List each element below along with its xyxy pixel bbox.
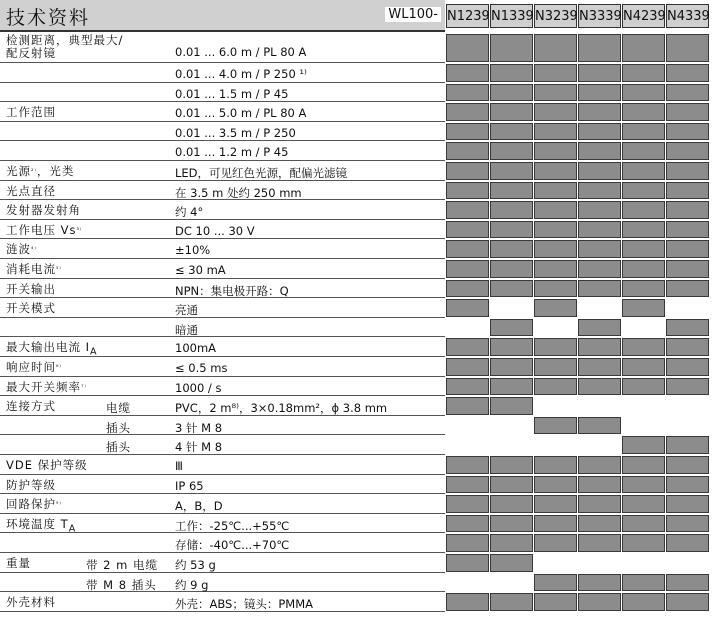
availability-cell bbox=[534, 476, 577, 494]
availability-cell bbox=[666, 34, 709, 62]
spec-value: ±10% bbox=[175, 243, 211, 258]
availability-cell bbox=[666, 338, 709, 356]
availability-cell bbox=[490, 34, 533, 62]
spec-value: 0.01 ... 1.5 m / P 45 bbox=[175, 86, 289, 101]
spec-value: 0.01 ... 5.0 m / PL 80 A bbox=[175, 106, 307, 121]
spec-sublabel: 带 2 m 电缆 bbox=[86, 558, 158, 572]
availability-cell bbox=[534, 495, 577, 513]
availability-cell bbox=[446, 182, 489, 200]
availability-cell bbox=[622, 378, 665, 396]
spec-label: 发射器发射角 bbox=[6, 203, 81, 218]
availability-cell bbox=[666, 221, 709, 239]
availability-cell bbox=[534, 554, 577, 572]
availability-cell bbox=[622, 319, 665, 337]
availability-cell bbox=[534, 103, 577, 121]
availability-cell bbox=[446, 260, 489, 278]
spec-value: 约 4° bbox=[175, 205, 204, 220]
availability-cell bbox=[622, 299, 665, 317]
availability-cell bbox=[534, 397, 577, 415]
availability-cell bbox=[446, 201, 489, 219]
availability-cell bbox=[622, 34, 665, 62]
column-header-n3239: N3239 bbox=[534, 4, 577, 28]
spec-label: 最大输出电流 $I_A$ bbox=[6, 340, 98, 358]
spec-label: 最大开关频率$^{^{7)}}$ bbox=[6, 379, 87, 394]
spec-value: NPN：集电极开路：Q bbox=[175, 283, 289, 298]
availability-cell bbox=[446, 142, 489, 160]
availability-cell bbox=[622, 64, 665, 82]
spec-label: 重量 bbox=[6, 556, 31, 570]
spec-label: 光源$^{^{2)}}$，光类 bbox=[6, 164, 75, 178]
availability-cell bbox=[622, 338, 665, 356]
availability-cell bbox=[622, 456, 665, 474]
availability-cell bbox=[490, 260, 533, 278]
availability-cell bbox=[622, 142, 665, 160]
spec-value: 1000 / s bbox=[175, 380, 222, 395]
spec-label: 环境温度 $T_A$ bbox=[6, 516, 77, 535]
availability-cell bbox=[534, 123, 577, 141]
availability-cell bbox=[490, 103, 533, 121]
spec-label: 响应时间$^{^{6)}}$ bbox=[6, 360, 62, 374]
availability-cell bbox=[490, 123, 533, 141]
spec-row bbox=[0, 279, 445, 299]
spec-value: 工作：-25℃...+55℃ bbox=[175, 518, 290, 533]
availability-cell bbox=[578, 554, 621, 572]
spec-label: 工作范围 bbox=[6, 105, 56, 120]
availability-cell bbox=[490, 280, 533, 298]
availability-cell bbox=[622, 84, 665, 102]
availability-cell bbox=[622, 515, 665, 533]
availability-cell bbox=[490, 319, 533, 337]
spec-row bbox=[0, 318, 445, 338]
availability-cell bbox=[666, 299, 709, 317]
availability-cell bbox=[446, 417, 489, 435]
spec-row bbox=[0, 181, 445, 201]
availability-cell bbox=[578, 534, 621, 552]
spec-row bbox=[0, 298, 445, 318]
availability-cell bbox=[666, 123, 709, 141]
spec-label: 检测距离，典型最大/配反射镜 bbox=[6, 33, 124, 60]
availability-cell bbox=[578, 280, 621, 298]
spec-label: 连接方式 bbox=[6, 399, 56, 414]
availability-cell bbox=[578, 456, 621, 474]
availability-cell bbox=[622, 534, 665, 552]
spec-value: 4 针 M 8 bbox=[175, 440, 223, 455]
availability-cell bbox=[666, 182, 709, 200]
availability-cell bbox=[578, 182, 621, 200]
spec-label: 光点直径 bbox=[6, 183, 56, 198]
availability-cell bbox=[622, 103, 665, 121]
availability-cell bbox=[490, 64, 533, 82]
spec-row bbox=[0, 455, 445, 475]
availability-cell bbox=[446, 574, 489, 592]
availability-cell bbox=[666, 574, 709, 592]
availability-cell bbox=[666, 554, 709, 572]
availability-cell bbox=[534, 574, 577, 592]
availability-cell bbox=[534, 436, 577, 454]
availability-cell bbox=[666, 319, 709, 337]
availability-cell bbox=[622, 574, 665, 592]
availability-cell bbox=[578, 123, 621, 141]
availability-cell bbox=[490, 495, 533, 513]
column-header-n3339: N3339 bbox=[578, 4, 621, 28]
availability-cell bbox=[490, 554, 533, 572]
availability-cell bbox=[666, 515, 709, 533]
spec-row bbox=[0, 494, 445, 514]
availability-cell bbox=[446, 123, 489, 141]
availability-cell bbox=[490, 358, 533, 376]
spec-value: 100mA bbox=[175, 341, 217, 356]
spec-row bbox=[0, 161, 445, 181]
availability-cell bbox=[666, 280, 709, 298]
availability-cell bbox=[622, 221, 665, 239]
model-prefix: WL100- bbox=[385, 7, 441, 22]
availability-cell bbox=[446, 240, 489, 258]
header-bar bbox=[0, 0, 445, 32]
availability-cell bbox=[534, 417, 577, 435]
availability-cell bbox=[446, 84, 489, 102]
availability-cell bbox=[578, 436, 621, 454]
availability-cell bbox=[446, 378, 489, 396]
spec-row bbox=[0, 416, 445, 436]
availability-cell bbox=[578, 103, 621, 121]
spec-value: 在 3.5 m 处约 250 mm bbox=[175, 185, 302, 200]
section-title: 技术资料 bbox=[6, 7, 91, 29]
spec-row bbox=[0, 33, 445, 63]
spec-row bbox=[0, 533, 445, 553]
availability-cell bbox=[490, 476, 533, 494]
availability-cell bbox=[446, 34, 489, 62]
availability-cell bbox=[622, 182, 665, 200]
availability-cell bbox=[534, 240, 577, 258]
availability-cell bbox=[446, 593, 489, 611]
availability-cell bbox=[534, 456, 577, 474]
availability-cell bbox=[446, 436, 489, 454]
availability-cell bbox=[622, 240, 665, 258]
availability-cell bbox=[578, 397, 621, 415]
availability-cell bbox=[490, 299, 533, 317]
spec-value: 3 针 M 8 bbox=[175, 420, 223, 435]
availability-cell bbox=[446, 103, 489, 121]
availability-cell bbox=[490, 84, 533, 102]
spec-row bbox=[0, 357, 445, 377]
availability-cell bbox=[446, 515, 489, 533]
availability-cell bbox=[622, 436, 665, 454]
availability-cell bbox=[490, 515, 533, 533]
availability-cell bbox=[622, 476, 665, 494]
column-header-n4339: N4339 bbox=[666, 4, 709, 28]
availability-cell bbox=[534, 84, 577, 102]
availability-cell bbox=[578, 260, 621, 278]
availability-cell bbox=[666, 417, 709, 435]
availability-cell bbox=[534, 593, 577, 611]
availability-cell bbox=[622, 397, 665, 415]
spec-row bbox=[0, 514, 445, 534]
availability-cell bbox=[578, 142, 621, 160]
availability-cell bbox=[666, 260, 709, 278]
availability-cell bbox=[666, 201, 709, 219]
spec-label: 外壳材料 bbox=[6, 595, 56, 610]
availability-cell bbox=[446, 456, 489, 474]
spec-value: IP 65 bbox=[175, 478, 204, 493]
availability-cell bbox=[622, 495, 665, 513]
spec-row bbox=[0, 200, 445, 220]
availability-cell bbox=[534, 299, 577, 317]
availability-cell bbox=[578, 417, 621, 435]
availability-cell bbox=[490, 221, 533, 239]
spec-value: ≤ 0.5 ms bbox=[175, 361, 228, 375]
availability-cell bbox=[622, 358, 665, 376]
availability-cell bbox=[534, 34, 577, 62]
spec-row bbox=[0, 63, 445, 83]
spec-row bbox=[0, 83, 445, 103]
availability-cell bbox=[578, 162, 621, 180]
availability-cell bbox=[666, 358, 709, 376]
availability-cell bbox=[666, 593, 709, 611]
availability-cell bbox=[446, 495, 489, 513]
spec-row bbox=[0, 396, 445, 416]
availability-cell bbox=[446, 221, 489, 239]
spec-row bbox=[0, 122, 445, 142]
spec-sublabel: 插头 bbox=[106, 440, 131, 455]
spec-value: A，B，D bbox=[175, 499, 223, 514]
spec-value: 暗通 bbox=[175, 322, 198, 337]
availability-cell bbox=[490, 593, 533, 611]
spec-value: 外壳：ABS；镜头：PMMA bbox=[175, 597, 313, 612]
availability-cell bbox=[622, 593, 665, 611]
availability-cell bbox=[446, 64, 489, 82]
spec-value: PVC，2 m⁸⁾，3×0.18mm²，ϕ 3.8 mm bbox=[175, 401, 388, 416]
availability-cell bbox=[578, 84, 621, 102]
spec-value: 0.01 ... 6.0 m / PL 80 A bbox=[175, 45, 307, 59]
column-header-n1239: N1239 bbox=[446, 4, 489, 28]
availability-cell bbox=[622, 280, 665, 298]
availability-cell bbox=[490, 534, 533, 552]
availability-cell bbox=[666, 436, 709, 454]
availability-cell bbox=[446, 280, 489, 298]
availability-cell bbox=[666, 64, 709, 82]
spec-value: 约 9 g bbox=[175, 577, 209, 592]
spec-label: 回路保护$^{^{9)}}$ bbox=[6, 497, 62, 512]
availability-cell bbox=[666, 476, 709, 494]
availability-cell bbox=[578, 515, 621, 533]
availability-cell bbox=[534, 182, 577, 200]
spec-row bbox=[0, 377, 445, 397]
spec-row bbox=[0, 553, 445, 573]
availability-cell bbox=[666, 456, 709, 474]
availability-cell bbox=[490, 162, 533, 180]
availability-cell bbox=[666, 103, 709, 121]
availability-cell bbox=[666, 84, 709, 102]
spec-row bbox=[0, 435, 445, 455]
availability-cell bbox=[578, 495, 621, 513]
availability-cell bbox=[446, 319, 489, 337]
availability-cell bbox=[622, 201, 665, 219]
availability-cell bbox=[622, 554, 665, 572]
availability-cell bbox=[446, 358, 489, 376]
availability-cell bbox=[666, 240, 709, 258]
column-header-n4239: N4239 bbox=[622, 4, 665, 28]
availability-cell bbox=[534, 378, 577, 396]
availability-cell bbox=[578, 34, 621, 62]
spec-row bbox=[0, 475, 445, 495]
availability-cell bbox=[578, 476, 621, 494]
spec-label: 防护等级 bbox=[6, 477, 56, 492]
availability-cell bbox=[534, 280, 577, 298]
availability-cell bbox=[534, 64, 577, 82]
spec-label: 开关模式 bbox=[6, 301, 56, 316]
availability-cell bbox=[534, 319, 577, 337]
spec-row bbox=[0, 259, 445, 279]
availability-cell bbox=[490, 456, 533, 474]
spec-row bbox=[0, 220, 445, 240]
availability-cell bbox=[666, 534, 709, 552]
availability-cell bbox=[446, 162, 489, 180]
availability-cell bbox=[666, 162, 709, 180]
availability-cell bbox=[446, 554, 489, 572]
availability-cell bbox=[534, 515, 577, 533]
spec-value: 0.01 ... 4.0 m / P 250 ¹⁾ bbox=[175, 67, 307, 81]
availability-cell bbox=[490, 574, 533, 592]
spec-value: 约 53 g bbox=[175, 558, 216, 572]
availability-cell bbox=[666, 142, 709, 160]
availability-cell bbox=[446, 338, 489, 356]
availability-cell bbox=[622, 417, 665, 435]
availability-cell bbox=[578, 574, 621, 592]
spec-row bbox=[0, 141, 445, 161]
availability-cell bbox=[666, 397, 709, 415]
spec-row bbox=[0, 592, 445, 612]
spec-value: LED，可见红色光源，配偏光滤镜 bbox=[175, 166, 348, 180]
spec-label: VDE 保护等级 bbox=[6, 458, 88, 472]
availability-cell bbox=[490, 436, 533, 454]
availability-cell bbox=[578, 338, 621, 356]
spec-value: DC 10 ... 30 V bbox=[175, 223, 255, 238]
spec-value: 0.01 ... 3.5 m / P 250 bbox=[175, 125, 296, 140]
availability-cell bbox=[578, 593, 621, 611]
availability-cell bbox=[534, 162, 577, 180]
spec-sublabel: 带 M 8 插头 bbox=[86, 577, 157, 592]
availability-cell bbox=[666, 378, 709, 396]
availability-cell bbox=[534, 534, 577, 552]
availability-cell bbox=[578, 358, 621, 376]
spec-row bbox=[0, 102, 445, 122]
availability-cell bbox=[534, 358, 577, 376]
availability-cell bbox=[490, 182, 533, 200]
availability-cell bbox=[666, 495, 709, 513]
spec-row bbox=[0, 573, 445, 593]
availability-cell bbox=[578, 64, 621, 82]
spec-value: ≤ 30 mA bbox=[175, 263, 226, 277]
availability-cell bbox=[490, 142, 533, 160]
spec-value: 存储：-40℃...+70℃ bbox=[175, 538, 290, 553]
availability-cell bbox=[578, 319, 621, 337]
spec-sublabel: 电缆 bbox=[106, 401, 131, 416]
spec-sublabel: 插头 bbox=[106, 420, 131, 435]
spec-row bbox=[0, 337, 445, 357]
availability-cell bbox=[534, 260, 577, 278]
availability-cell bbox=[534, 221, 577, 239]
spec-label: 涟波$^{^{4)}}$ bbox=[6, 242, 37, 257]
availability-cell bbox=[578, 240, 621, 258]
spec-value: Ⅲ bbox=[175, 459, 183, 473]
availability-cell bbox=[534, 201, 577, 219]
spec-label: 工作电压 $Vs^{^{3)}}$ bbox=[6, 222, 83, 237]
spec-label: 消耗电流$^{^{5)}}$ bbox=[6, 262, 62, 276]
availability-cell bbox=[578, 201, 621, 219]
availability-cell bbox=[578, 299, 621, 317]
availability-cell bbox=[490, 201, 533, 219]
availability-cell bbox=[446, 299, 489, 317]
availability-cell bbox=[490, 417, 533, 435]
availability-cell bbox=[622, 162, 665, 180]
spec-row bbox=[0, 239, 445, 259]
availability-cell bbox=[490, 240, 533, 258]
availability-cell bbox=[446, 534, 489, 552]
availability-cell bbox=[534, 142, 577, 160]
availability-cell bbox=[622, 260, 665, 278]
availability-cell bbox=[534, 338, 577, 356]
availability-cell bbox=[490, 397, 533, 415]
spec-value: 0.01 ... 1.2 m / P 45 bbox=[175, 145, 289, 160]
spec-label: 开关输出 bbox=[6, 281, 56, 296]
availability-cell bbox=[578, 221, 621, 239]
availability-cell bbox=[622, 123, 665, 141]
availability-cell bbox=[446, 476, 489, 494]
availability-cell bbox=[446, 397, 489, 415]
availability-cell bbox=[490, 378, 533, 396]
column-header-n1339: N1339 bbox=[490, 4, 533, 28]
availability-cell bbox=[578, 378, 621, 396]
spec-value: 亮通 bbox=[175, 303, 198, 318]
availability-cell bbox=[490, 338, 533, 356]
